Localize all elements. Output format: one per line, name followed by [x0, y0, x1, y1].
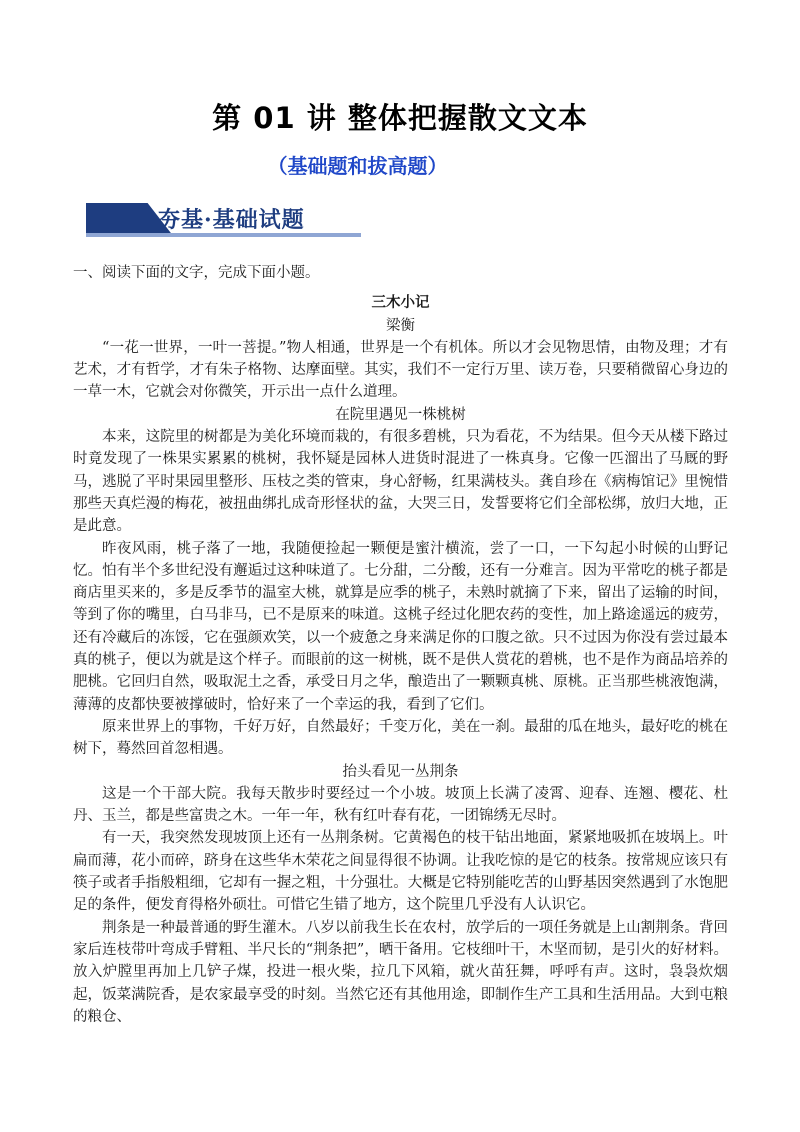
document-body — [73, 262, 728, 1028]
paragraph: 荆条是一种最普通的野生灌木。八岁以前我生长在农村，放学后的一项任务就是上山割荆条。背回家后连枝带叶弯成手臂粗、半尺长的“荆条把”，晒干备用。它枝细叶干，木坚而韧，是引火的好材料。放入炉膛里再加上几铲子煤，投进一根火柴，拉几下风箱，就火苗狂舞，呼呼有声。这时，袅袅炊烟起，饭菜满院香，是农家最享受的时刻。当然它还有其他用途，即制作生产工具和生活用品。大到屯粮的粮仓、 — [73, 919, 728, 1025]
paragraph: 这是一个干部大院。我每天散步时要经过一个小坡。坡顶上长满了凌霄、迎春、连翘、樱花、杜丹、玉兰，都是些富贵之木。一年一年，秋有红叶春有花，一团锦绣无尽时。 — [73, 785, 728, 825]
paragraph: 有一天，我突然发现坡顶上还有一丛荆条树。它黄褐色的枝干钻出地面，紧紧地吸抓在坡埚上。叶扁而薄，花小而碎，跻身在这些华木荣花之间显得很不协调。让我吃惊的是它的枝条。按常规应该只有筷子或者手指般粗细，它却有一握之粗，十分强壮。大概是它特别能吃苦的山野基因突然遇到了水饱肥足的条件，便发育得格外硕壮。可惜它生错了地方，这个院里几乎没有人认识它。 — [73, 830, 728, 914]
essay-author: 梁衡 — [386, 317, 415, 334]
paragraph: 原来世界上的事物，千好万好，自然最好；千变万化，美在一刹。最甜的瓜在地头，最好吃的桃在树下，蓦然回首忽相遇。 — [73, 718, 728, 758]
section-heading-vitex-shrub: 抬头看见一丛荆条 — [342, 763, 459, 780]
section-banner — [86, 203, 361, 237]
essay-title: 三木小记 — [371, 294, 430, 312]
question-prompt: 一、阅读下面的文字，完成下面小题。 — [73, 265, 320, 281]
essay-intro-paragraph: “一花一世界，一叶一菩提。”物人相通，世界是一个有机体。所以才会见物思情，由物及理；才有艺术，才有哲学，才有朱子格物、达摩面壁。其实，我们不一定行万里、读万卷，只要稍微留心身边的一草一木，它就会对你微笑，开示出一点什么道理。 — [73, 339, 728, 401]
paragraph: 昨夜风雨，桃子落了一地，我随便捡起一颗便是蜜汁横流，尝了一口，一下勾起小时候的山野记忆。怕有半个多世纪没有邂逅过这种味道了。七分甜，二分酸，还有一分难言。因为平常吃的桃子都是商店里买来的，多是反季节的温室大桃，就算是应季的桃子，未熟时就摘了下来，留出了运输的时间，等到了你的嘴里，白马非马，已不是原来的味道。这桃子经过化肥农药的变性，加上路途遥远的疲劳，还有冷藏后的冻馁，它在强颜欢笑，以一个疲惫之身来满足你的口腹之欲。只不过因为你没有尝过最本真的桃子，便以为就是这个样子。而眼前的这一树桃，既不是供人赏花的碧桃，也不是作为商品培养的肥桃。它回归自然，吸取泥土之香，承受日月之华，酿造出了一颗颗真桃、原桃。正当那些桃液饱满，薄薄的皮都快要被撑破时，恰好来了一个幸运的我，看到了它们。 — [73, 540, 728, 713]
page-subtitle: （基础题和拔高题） — [267, 154, 448, 178]
section-heading-peach-tree: 在院里遇见一株桃树 — [335, 406, 466, 423]
page-title: 第 01 讲 整体把握散文文本 — [212, 101, 588, 135]
paragraph: 本来，这院里的树都是为美化环境而栽的，有很多碧桃，只为看花，不为结果。但今天从楼下路过时竟发现了一株果实累累的桃树，我怀疑是园林人进货时混进了一株真身。它像一匹溜出了马厩的野马，逃脱了平时果园里整形、压枝之类的管束，身心舒畅，红果满枝头。龚自珍在《病梅馆记》里惋惜那些天真烂漫的梅花，被扭曲绑扎成奇形怪状的盆，大哭三日，发誓要将它们全部松绑，放归大地，正是此意。 — [73, 429, 728, 535]
section-label: 夯基·基础试题 — [158, 207, 305, 233]
